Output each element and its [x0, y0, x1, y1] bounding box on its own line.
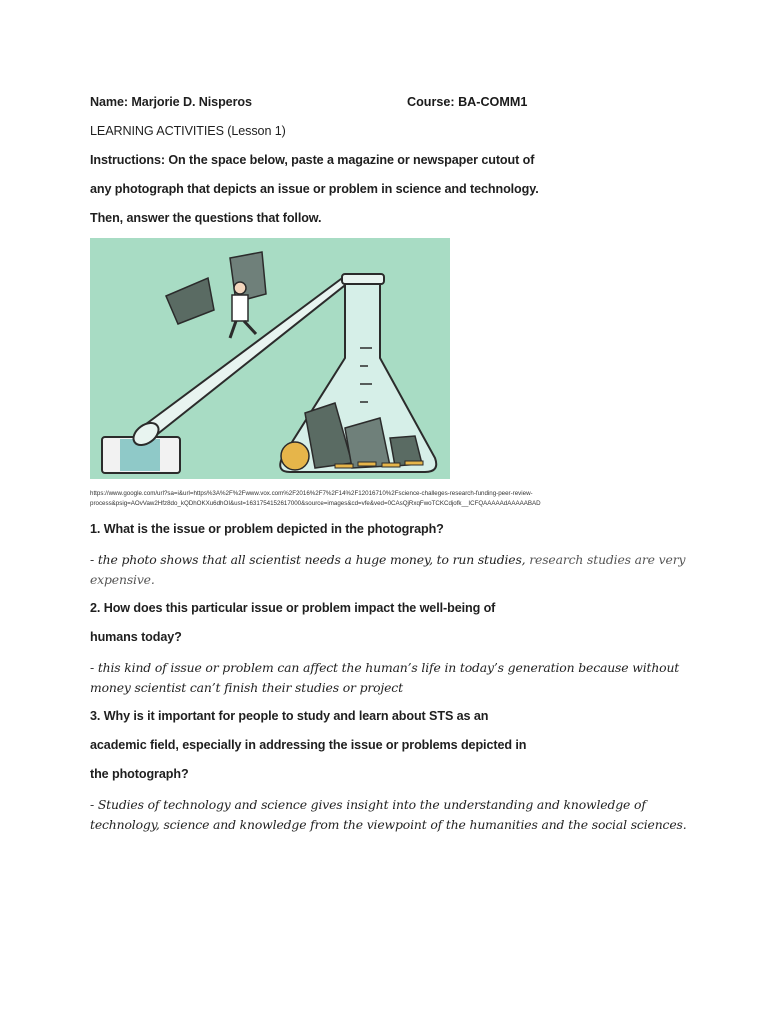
question-3-line-3: the photograph?: [90, 767, 189, 781]
instructions-line-1: Instructions: On the space below, paste a magazine or newspaper cutout of: [90, 153, 535, 167]
answer-1-part-1: - the photo shows that all scientist needs a huge money, to run studies,: [90, 552, 530, 567]
question-3-line-2: academic field, especially in addressing the issue or problems depicted in: [90, 738, 527, 752]
instructions-line-3: Then, answer the questions that follow.: [90, 211, 322, 225]
student-name: Name: Marjorie D. Nisperos: [90, 95, 252, 109]
activity-title: LEARNING ACTIVITIES (Lesson 1): [90, 124, 286, 138]
flask-rim: [342, 274, 384, 284]
answer-3: - Studies of technology and science gives insight into the understanding and knowledge of technology, science and knowledge from the viewpoint of the humanities and the social sciences.: [90, 797, 687, 832]
answer-2: - this kind of issue or problem can affect the human’s life in today’s generation because without money scientist can’t finish their studies or project: [90, 660, 680, 695]
coin: [281, 442, 309, 470]
source-url-line-2[interactable]: process&psig=AOvVaw2Hfz8do_kQDhOKXu6dhOI&ust=1631754152617000&source=images&cd=vfe&ved=0CAsQjRxqFwoTCKCdjofk__ICFQAAAAAdAAAAABAD: [90, 500, 541, 507]
illustration-svg: [90, 238, 450, 479]
scientist-flask-money-illustration: [90, 238, 450, 479]
answer-1: [90, 550, 690, 590]
course-label: Course: BA-COMM1: [407, 95, 528, 109]
answer-1-part-2: research studies are very expensive.: [90, 552, 686, 587]
image-source-url[interactable]: [90, 489, 610, 509]
question-2-line-1: 2. How does this particular issue or problem impact the well-being of: [90, 601, 496, 615]
scientist-coat: [232, 295, 248, 321]
question-1: 1. What is the issue or problem depicted in the photograph?: [90, 522, 444, 536]
source-url-line-1[interactable]: https://www.google.com/url?sa=i&url=https%3A%2F%2Fwww.vox.com%2F2016%2F7%2F14%2F12016710%2Fscience-challeges-research-funding-peer-review-: [90, 490, 533, 497]
instructions-line-2: any photograph that depicts an issue or problem in science and technology.: [90, 182, 539, 196]
question-2-line-2: humans today?: [90, 630, 182, 644]
question-3-line-1: 3. Why is it important for people to study and learn about STS as an: [90, 709, 489, 723]
scientist-head: [234, 282, 246, 294]
